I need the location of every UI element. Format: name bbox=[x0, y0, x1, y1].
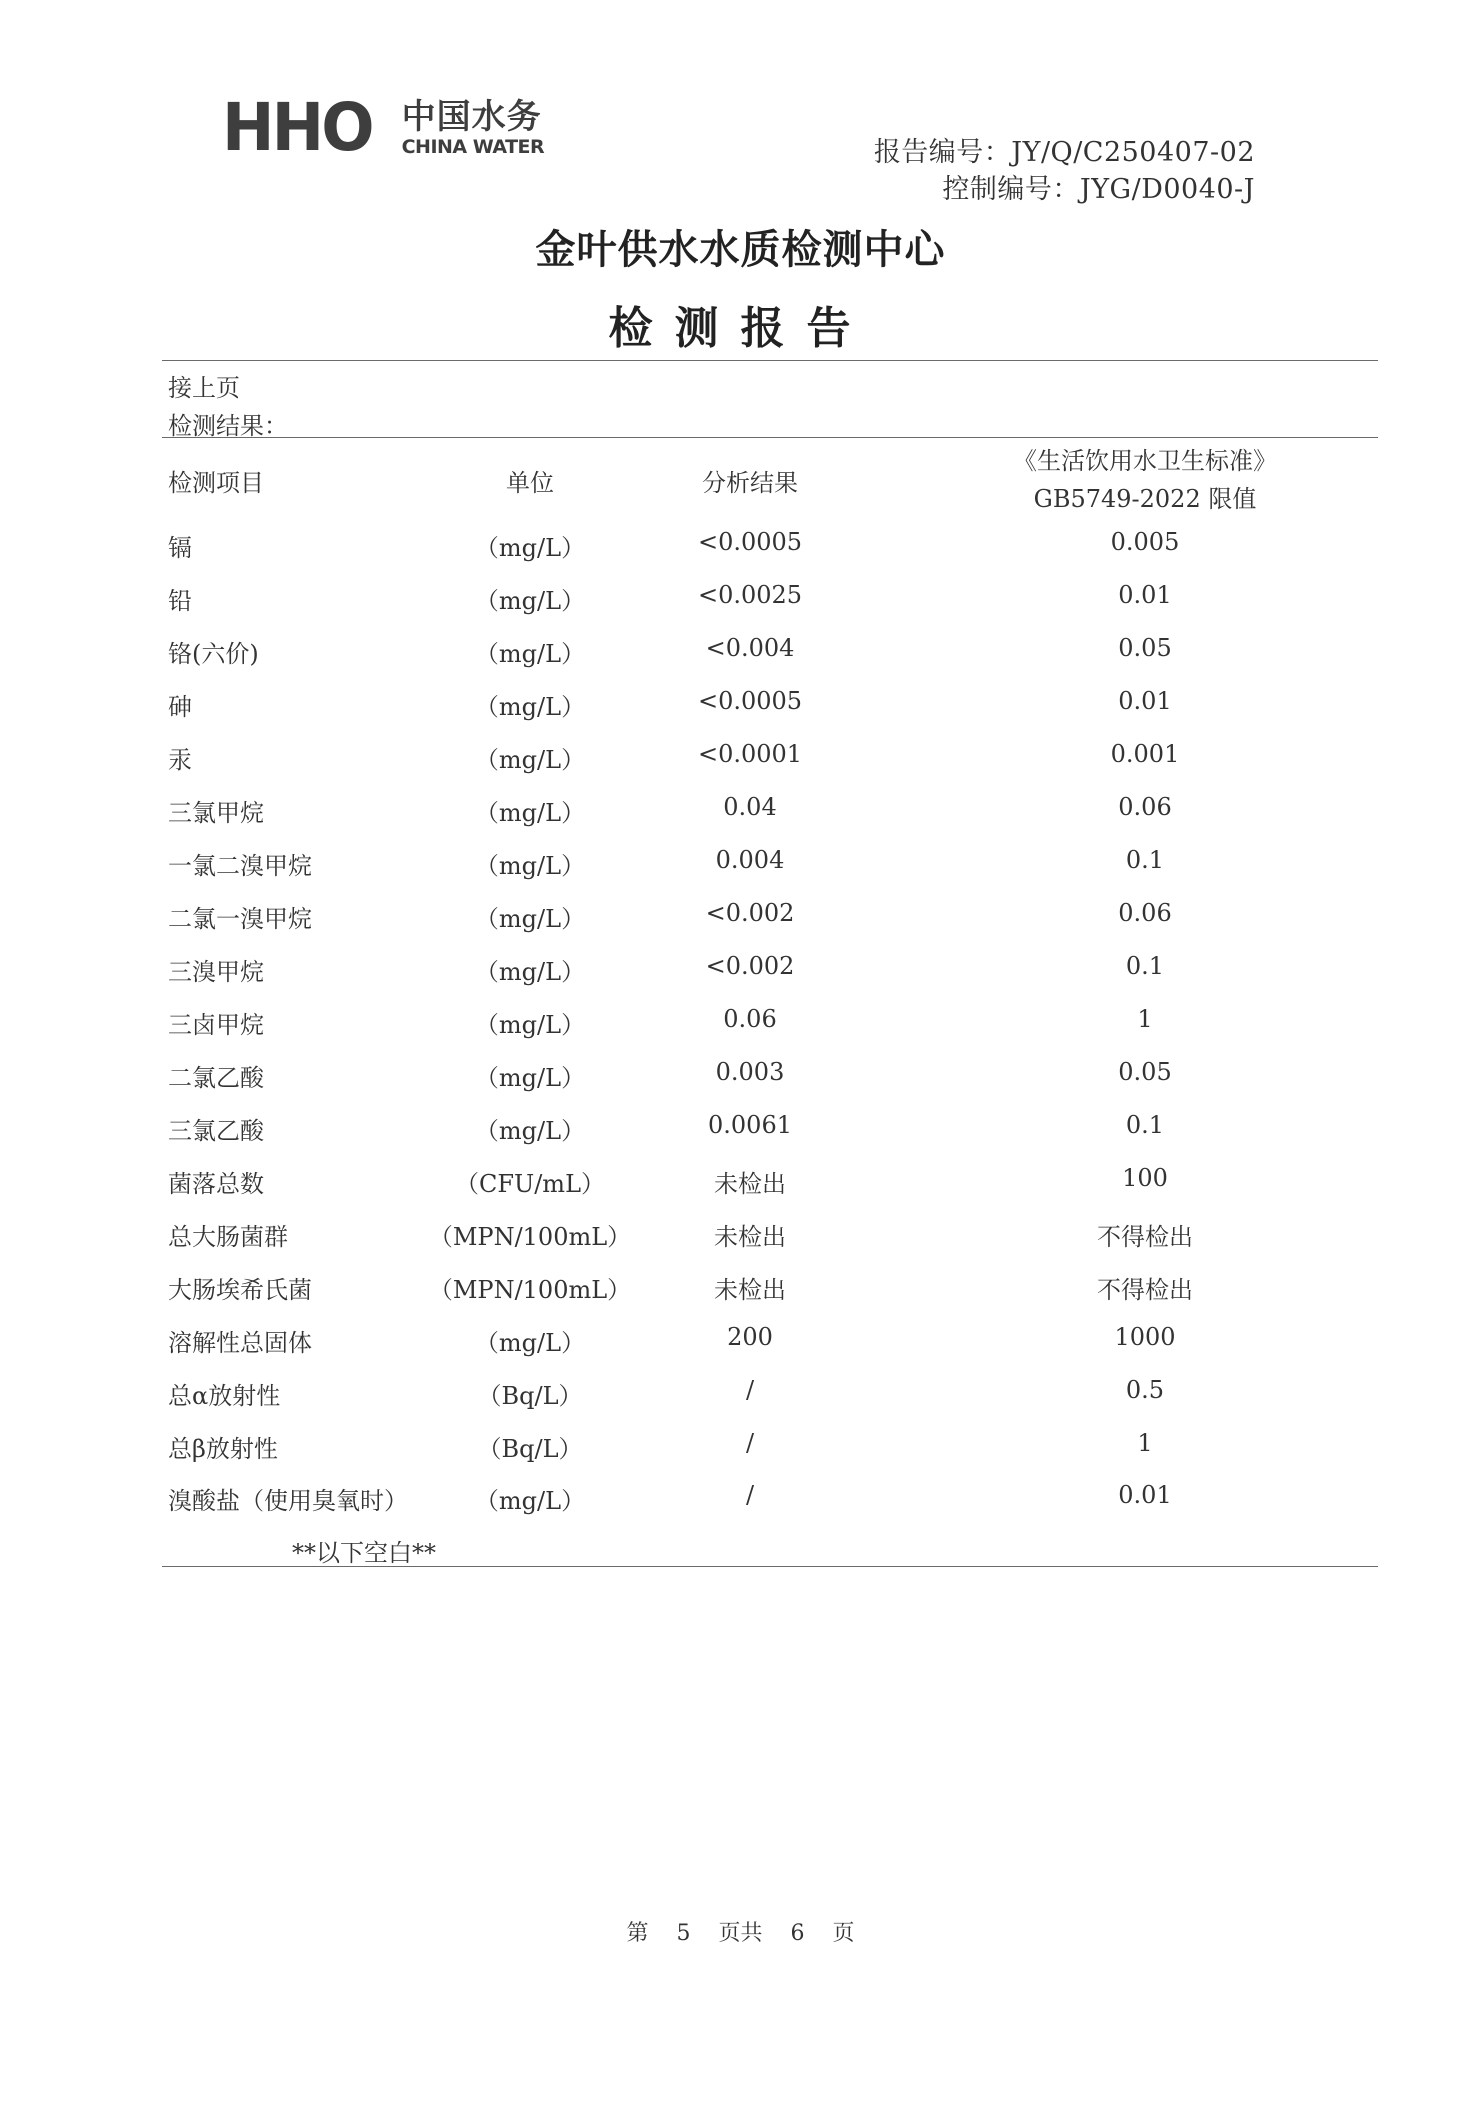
footer-total-pages: 6 bbox=[790, 1921, 805, 1946]
row-limit: 0.1 bbox=[1125, 1111, 1165, 1139]
row-result: 0.0061 bbox=[708, 1111, 792, 1139]
row-result: 未检出 bbox=[714, 1223, 786, 1251]
row-limit: 0.1 bbox=[1125, 846, 1165, 874]
row-limit: 1 bbox=[1137, 1429, 1153, 1457]
row-result: / bbox=[745, 1376, 755, 1404]
row-result: / bbox=[745, 1429, 755, 1457]
row-limit: 不得检出 bbox=[1097, 1223, 1193, 1251]
row-result: 200 bbox=[727, 1323, 773, 1351]
row-unit: （mg/L） bbox=[474, 587, 586, 615]
row-limit: 0.005 bbox=[1110, 528, 1180, 556]
logo-cn-text: 中国水务 bbox=[401, 97, 542, 137]
table-row bbox=[0, 1270, 1481, 1310]
row-unit: （mg/L） bbox=[474, 905, 586, 933]
row-limit: 0.5 bbox=[1125, 1376, 1165, 1404]
header-item: 检测项目 bbox=[168, 469, 264, 497]
row-item: 溶解性总固体 bbox=[168, 1329, 312, 1357]
row-result: 未检出 bbox=[714, 1276, 786, 1304]
row-item: 三氯乙酸 bbox=[168, 1117, 264, 1145]
row-unit: （mg/L） bbox=[474, 534, 586, 562]
table-row bbox=[0, 528, 1481, 568]
footer-di: 第 bbox=[626, 1921, 649, 1946]
divider-top bbox=[162, 360, 1378, 361]
row-unit: （mg/L） bbox=[474, 1329, 586, 1357]
row-limit: 0.1 bbox=[1125, 952, 1165, 980]
row-item: 菌落总数 bbox=[168, 1170, 264, 1198]
row-limit: 1000 bbox=[1114, 1323, 1176, 1351]
row-result: <0.0001 bbox=[697, 740, 803, 768]
company-logo bbox=[222, 89, 545, 166]
footer-ye: 页 bbox=[832, 1921, 855, 1946]
row-unit: （MPN/100mL） bbox=[428, 1276, 632, 1304]
header-unit: 单位 bbox=[506, 469, 554, 497]
row-item: 铬(六价) bbox=[168, 640, 259, 668]
row-result: <0.002 bbox=[705, 899, 795, 927]
header-limit-line1: 《生活饮用水卫生标准》 bbox=[1013, 447, 1277, 475]
footer-page-number: 5 bbox=[676, 1921, 691, 1946]
header-limit bbox=[960, 442, 1330, 518]
divider-bottom bbox=[162, 1566, 1378, 1567]
row-limit: 0.05 bbox=[1118, 1058, 1172, 1086]
row-limit: 1 bbox=[1137, 1005, 1153, 1033]
row-item: 总大肠菌群 bbox=[168, 1223, 288, 1251]
row-result: 0.04 bbox=[723, 793, 777, 821]
organization-title: 金叶供水水质检测中心 bbox=[535, 227, 946, 273]
row-unit: （mg/L） bbox=[474, 852, 586, 880]
row-item: 总α放射性 bbox=[168, 1382, 281, 1410]
table-row bbox=[0, 1058, 1481, 1098]
table-row bbox=[0, 740, 1481, 780]
row-result: <0.004 bbox=[705, 634, 795, 662]
row-item: 一氯二溴甲烷 bbox=[168, 852, 312, 880]
header-limit-line2: GB5749-2022 限值 bbox=[1033, 485, 1257, 513]
row-item: 砷 bbox=[168, 693, 192, 721]
row-result: <0.0025 bbox=[697, 581, 803, 609]
row-result: 0.003 bbox=[715, 1058, 785, 1086]
row-unit: （mg/L） bbox=[474, 640, 586, 668]
row-unit: （Bq/L） bbox=[477, 1382, 583, 1410]
row-result: <0.0005 bbox=[697, 687, 803, 715]
row-unit: （mg/L） bbox=[474, 746, 586, 774]
logo-mark: HHO bbox=[222, 89, 372, 166]
table-row bbox=[0, 1164, 1481, 1204]
row-limit: 0.06 bbox=[1118, 793, 1172, 821]
table-row bbox=[0, 687, 1481, 727]
row-result: / bbox=[745, 1481, 755, 1509]
row-item: 三溴甲烷 bbox=[168, 958, 264, 986]
row-unit: （mg/L） bbox=[474, 1064, 586, 1092]
header-result: 分析结果 bbox=[702, 469, 798, 497]
continued-label: 接上页 bbox=[168, 374, 240, 402]
row-item: 大肠埃希氏菌 bbox=[168, 1276, 312, 1304]
table-row bbox=[0, 793, 1481, 833]
row-limit: 100 bbox=[1122, 1164, 1168, 1192]
table-row bbox=[0, 1323, 1481, 1363]
end-of-table-note: **以下空白** bbox=[292, 1539, 436, 1567]
row-unit: （CFU/mL） bbox=[454, 1170, 606, 1198]
row-result: <0.002 bbox=[705, 952, 795, 980]
row-result: 0.06 bbox=[723, 1005, 777, 1033]
table-row bbox=[0, 952, 1481, 992]
row-unit: （mg/L） bbox=[474, 799, 586, 827]
table-row bbox=[0, 581, 1481, 621]
row-result: 0.004 bbox=[715, 846, 785, 874]
document-title: 检测报告 bbox=[608, 303, 873, 354]
row-limit: 0.05 bbox=[1118, 634, 1172, 662]
report-number: 报告编号：JY/Q/C250407-02 bbox=[873, 137, 1255, 168]
row-unit: （mg/L） bbox=[474, 1487, 586, 1515]
row-unit: （MPN/100mL） bbox=[428, 1223, 632, 1251]
footer-ye-gong: 页共 bbox=[718, 1921, 763, 1946]
row-limit: 0.06 bbox=[1118, 899, 1172, 927]
results-label: 检测结果： bbox=[168, 412, 288, 440]
table-row bbox=[0, 1429, 1481, 1469]
control-number: 控制编号：JYG/D0040-J bbox=[942, 174, 1255, 205]
row-item: 汞 bbox=[168, 746, 192, 774]
divider-header bbox=[162, 437, 1378, 438]
table-row bbox=[0, 1111, 1481, 1151]
row-item: 二氯乙酸 bbox=[168, 1064, 264, 1092]
row-limit: 0.001 bbox=[1110, 740, 1180, 768]
table-row bbox=[0, 1005, 1481, 1045]
table-row bbox=[0, 846, 1481, 886]
row-item: 溴酸盐（使用臭氧时） bbox=[168, 1487, 408, 1515]
row-unit: （mg/L） bbox=[474, 693, 586, 721]
row-item: 铅 bbox=[168, 587, 192, 615]
logo-brand bbox=[402, 98, 545, 158]
row-unit: （mg/L） bbox=[474, 958, 586, 986]
row-item: 镉 bbox=[168, 534, 192, 562]
page-indicator bbox=[0, 1916, 1481, 1947]
row-limit: 0.01 bbox=[1118, 687, 1172, 715]
row-unit: （mg/L） bbox=[474, 1117, 586, 1145]
row-result: 未检出 bbox=[714, 1170, 786, 1198]
row-unit: （Bq/L） bbox=[477, 1435, 583, 1463]
row-item: 总β放射性 bbox=[168, 1435, 278, 1463]
table-row bbox=[0, 634, 1481, 674]
row-limit: 不得检出 bbox=[1097, 1276, 1193, 1304]
table-row bbox=[0, 1481, 1481, 1521]
row-item: 二氯一溴甲烷 bbox=[168, 905, 312, 933]
table-row bbox=[0, 1376, 1481, 1416]
row-unit: （mg/L） bbox=[474, 1011, 586, 1039]
row-item: 三氯甲烷 bbox=[168, 799, 264, 827]
table-row bbox=[0, 1217, 1481, 1257]
logo-en-text: CHINA WATER bbox=[401, 136, 545, 158]
row-limit: 0.01 bbox=[1118, 1481, 1172, 1509]
table-row bbox=[0, 899, 1481, 939]
row-item: 三卤甲烷 bbox=[168, 1011, 264, 1039]
row-limit: 0.01 bbox=[1118, 581, 1172, 609]
row-result: <0.0005 bbox=[697, 528, 803, 556]
